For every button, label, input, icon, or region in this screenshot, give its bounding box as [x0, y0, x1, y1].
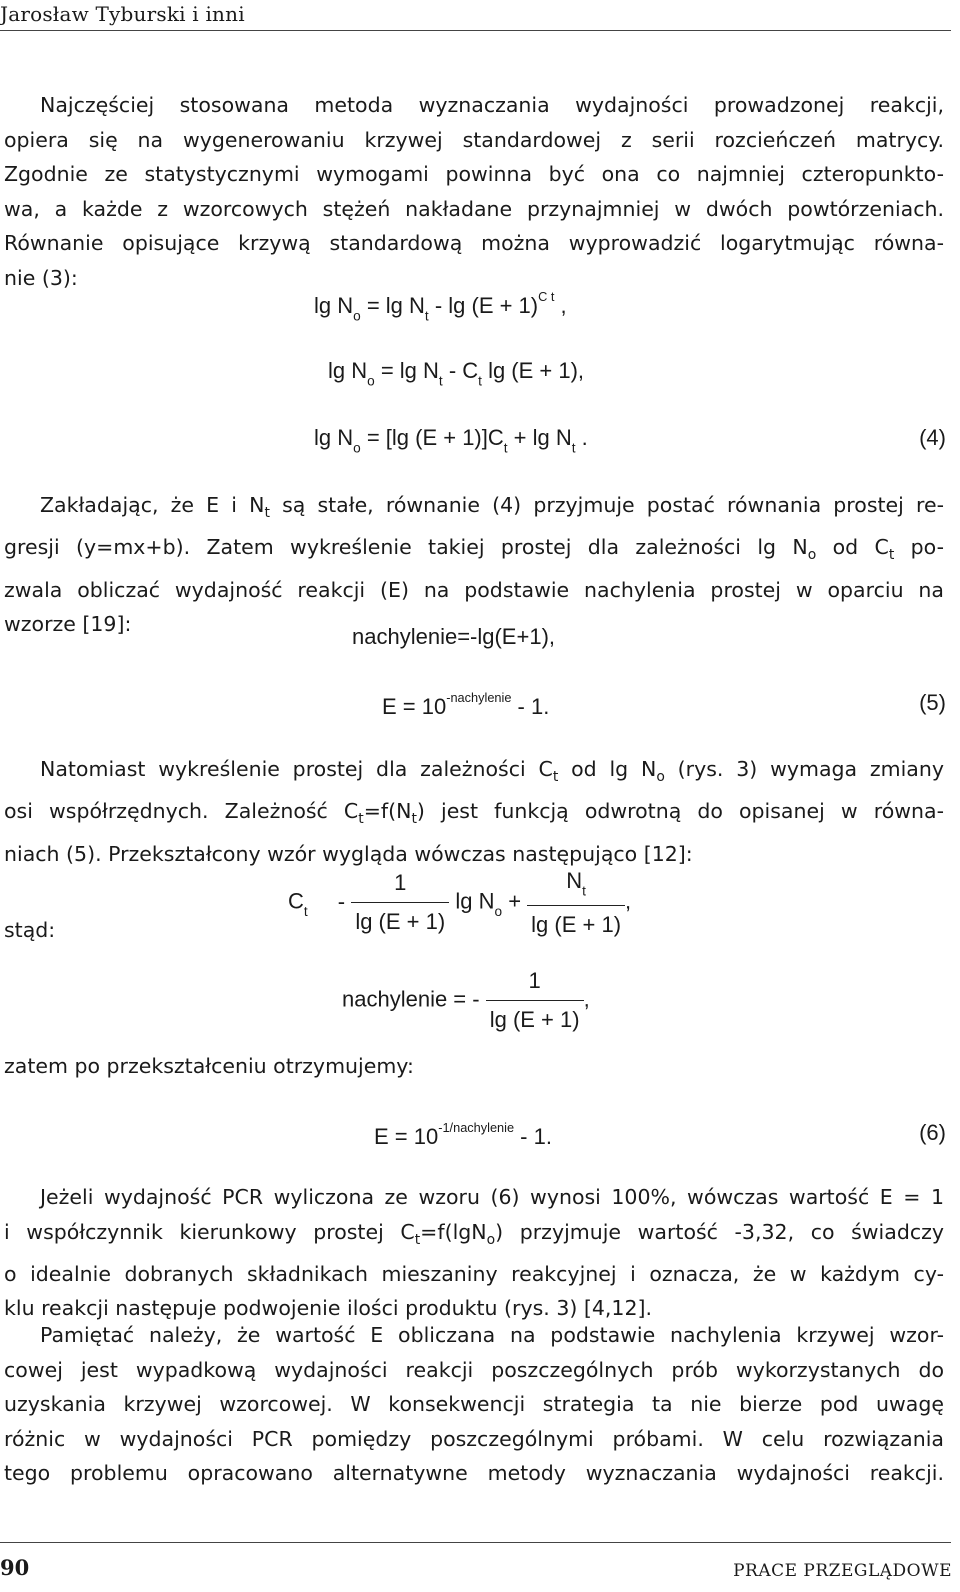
p5-line-4: różnic w wydajności PCR pomiędzy poszczególnymi próbami. W celu rozwiązania: [4, 1426, 944, 1451]
footer-rule: [0, 1542, 951, 1543]
equation-number-4: (4): [919, 425, 946, 450]
p2-line-3: zwala obliczać wydajność reakcji (E) na podstawie nachylenia prostej w oparciu na: [4, 577, 944, 602]
p1-line-6: nie (3):: [4, 265, 78, 290]
p5-line-5: tego problemu opracowano alternatywne metody wyznaczania wydajności reakcji.: [4, 1461, 944, 1485]
equation-slope: nachylenie = - $\frac{1}{\lg (E + 1)}$ ,: [342, 968, 590, 1032]
equation-6: $E = 10^{-1/nachylenie} - 1$.: [374, 1120, 552, 1150]
p1-line-3: Zgodnie ze statystycznymi wymogami powinna być ona co najmniej czteropunkto-: [4, 162, 944, 186]
label-zatem: zatem po przekształceniu otrzymujemy:: [4, 1054, 414, 1078]
page-number: 90: [0, 1555, 30, 1580]
equation-ct: $C_t$ - $\frac{1}{\lg (E + 1)}$ $\lg N_o$ + $\frac{N_t}{\lg (E + 1)}$ ,: [288, 868, 632, 937]
paragraph-2: Zakładając, że E i $N_t$ są stałe, równanie (4) przyjmuje postać równania prostej re- gresji (y=mx+b). Zatem wykreślenie takiej prostej dla zależności $\lg N_o$ od $C_t$ po- zwala obliczać wydajność reakcji (E) na podstawie nachylenia prostej w oparciu na wzorze [19]:: [4, 488, 944, 642]
equation-4: $\lg N_o = [\lg$ $(E + 1)]C_t + \lg N_t$ .: [314, 425, 588, 456]
p5-line-2: cowej jest wypadkową wydajności reakcji poszczególnych prób wykorzystanych do: [4, 1357, 944, 1382]
paragraph-5: Pamiętać należy, że wartość E obliczana na podstawie nachylenia krzywej wzor- cowej jest wypadkową wydajności reakcji poszczególnych prób wykorzystanych do uzyskania krzywej wzorcowej. W konsekwencji strategia ta nie bierze pod uwagę różnic w wydajności PCR pomiędzy poszczególnymi próbami. W celu rozwiązania tego problemu opracowano alternatywne metody wyznaczania wydajności reakcji.: [4, 1318, 944, 1491]
p3-line-3: niach (5). Przekształcony wzór wygląda wówczas następująco [12]:: [4, 841, 693, 866]
p4-line-4: klu reakcji następuje podwojenie ilości produktu (rys. 3) [4,12].: [4, 1296, 653, 1321]
p2-line-4: wzorze [19]:: [4, 612, 132, 637]
journal-name: PRACE PRZEGLĄDOWE: [733, 1561, 952, 1581]
p1-line-4: wa, a każde z wzorcowych stężeń nakładane przynajmniej w dwóch powtórzeniach.: [4, 196, 944, 221]
running-head: Jarosław Tyburski i inni: [0, 2, 245, 26]
equation-number-5: (5): [919, 690, 946, 715]
equation-5b: $E = 10^{-nachylenie} - 1$.: [382, 690, 550, 720]
equation-5a: nachylenie=-lg(E+1),: [352, 624, 556, 649]
label-stad: stąd:: [4, 918, 56, 942]
fraction-2: $\frac{N_t}{\lg (E + 1)}$: [527, 868, 625, 938]
p1-line-1: Najczęściej stosowana metoda wyznaczania wydajności prowadzonej reakcji,: [40, 93, 944, 117]
p1-line-2: opiera się na wygenerowaniu krzywej standardowej z serii rozcieńczeń matrycy.: [4, 127, 944, 152]
p1-line-5: Równanie opisujące krzywą standardową można wyprowadzić logarytmując równa-: [4, 231, 944, 255]
fraction-1: $\frac{1}{\lg (E + 1)}$: [351, 870, 449, 935]
header-rule: [0, 30, 951, 31]
p4-line-3: o idealnie dobranych składnikach mieszaniny reakcyjnej i oznacza, że w każdym cy-: [4, 1261, 944, 1286]
paragraph-1: [4, 88, 944, 295]
equation-3a: $\lg N_o = \lg N_t - \lg (E + 1)^{C t}$ ,: [314, 289, 567, 324]
p5-line-3: uzyskania krzywej wzorcowej. W konsekwencji strategia ta nie bierze pod uwagę: [4, 1392, 944, 1416]
equation-3b: $\lg N_o = \lg N_t - C_t$ lg (E + 1),: [328, 358, 585, 389]
paragraph-4: Jeżeli wydajność PCR wyliczona ze wzoru (6) wynosi 100%, wówczas wartość E = 1 i współczynnik kierunkowy prostej $C_t=f(\lg N_o)$ przyjmuje wartość -3,32, co świadczy o idealnie dobranych składnikach mieszaniny reakcyjnej i oznacza, że w każdym cy- klu reakcji następuje podwojenie ilości produktu (rys. 3) [4,12].: [4, 1180, 944, 1326]
fraction-3: $\frac{1}{\lg (E + 1)}$: [486, 968, 584, 1033]
equation-number-6: (6): [919, 1120, 946, 1145]
paragraph-3: Natomiast wykreślenie prostej dla zależności $C_t$ od $\lg N_o$ (rys. 3) wymaga zmiany osi współrzędnych. Zależność $C_t=f(N_t)$ jest funkcją odwrotną do opisanej w równa- niach (5). Przekształcony wzór wygląda wówczas następująco [12]:: [4, 752, 944, 871]
